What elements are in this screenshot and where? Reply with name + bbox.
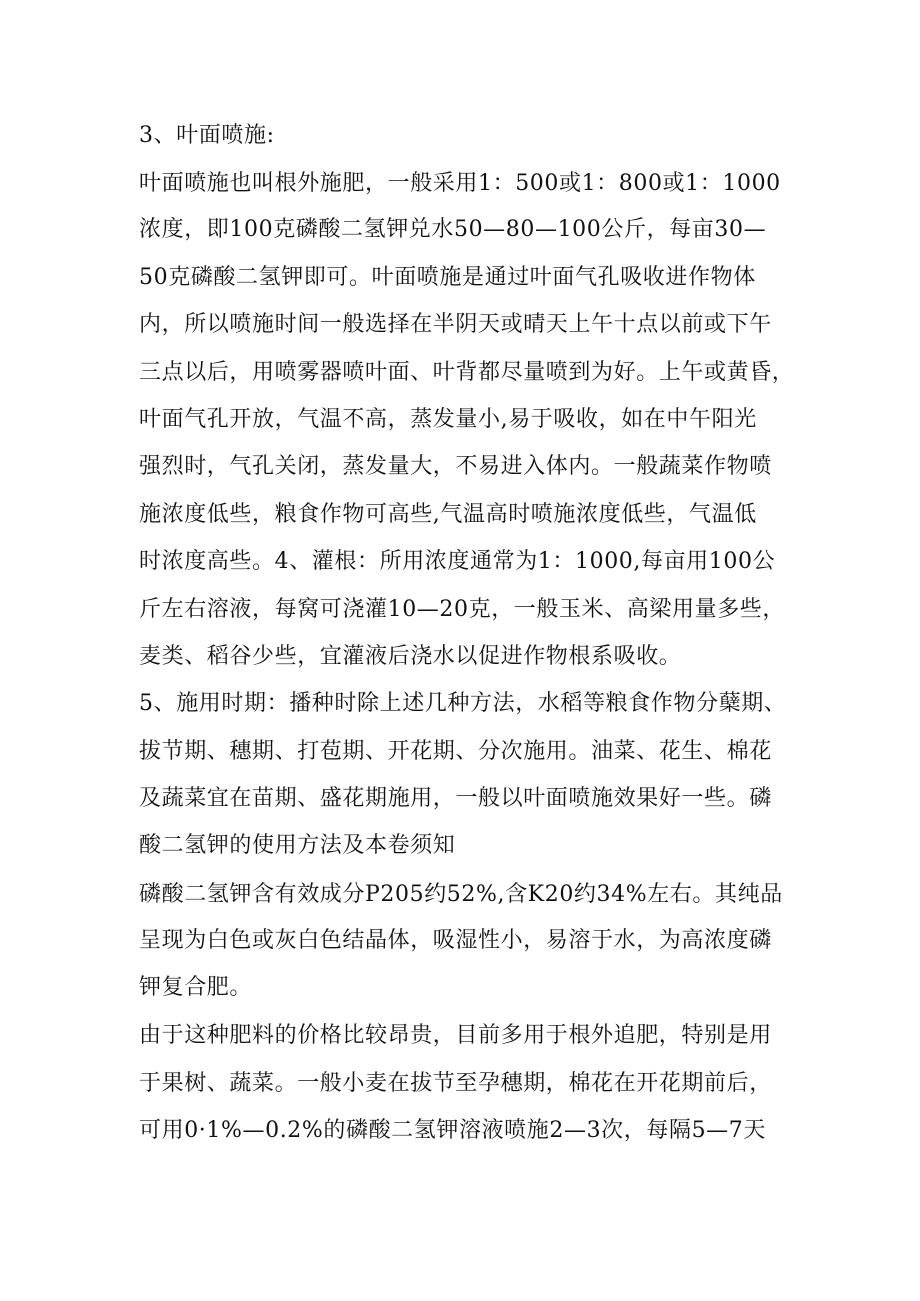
text-line: 拔节期、穗期、打苞期、开花期、分次施用。油菜、花生、棉花	[139, 739, 772, 764]
text-line: 三点以后，用喷雾器喷叶面、叶背都尽量喷到为好。上午或黄昏，	[139, 360, 795, 385]
text-line: 酸二氢钾的使用方法及本卷须知	[139, 833, 456, 858]
text-line: 可用0·1%—0.2%的磷酸二氢钾溶液喷施2—3次，每隔5—7天	[139, 1118, 766, 1143]
text-line: 50克磷酸二氢钾即可。叶面喷施是通过叶面气孔吸收进作物体	[139, 265, 756, 290]
text-line: 于果树、蔬菜。一般小麦在拔节至孕穗期，棉花在开花期前后，	[139, 1071, 772, 1096]
text-line: 强烈时，气孔关闭，蒸发量大，不易进入体内。一般蔬菜作物喷	[139, 454, 772, 479]
text-line: 斤左右溶液，每窝可浇灌10—20克，一般玉米、高梁用量多些，	[139, 597, 785, 622]
text-line: 浓度，即100克磷酸二氢钾兑水50—80—100公斤，每亩30—	[139, 217, 767, 242]
text-line: 麦类、稻谷少些，宜灌液后浇水以促进作物根系吸收。	[139, 644, 682, 669]
text-line: 磷酸二氢钾含有效成分P205约52%,含K20约34%左右。其纯品	[139, 882, 783, 907]
text-line: 叶面气孔开放，气温不高，蒸发量小,易于吸收，如在中午阳光	[139, 407, 757, 432]
text-line: 呈现为白色或灰白色结晶体，吸湿性小，易溶于水，为高浓度磷	[139, 928, 772, 953]
text-line: 及蔬菜宜在苗期、盛花期施用，一般以叶面喷施效果好一些。磷	[139, 786, 772, 811]
text-line: 时浓度高些。4、灌根：所用浓度通常为1：1000,每亩用100公	[139, 549, 776, 574]
text-line: 内，所以喷施时间一般选择在半阴天或晴天上午十点以前或下午	[139, 312, 772, 337]
text-line: 叶面喷施也叫根外施肥，一般采用1：500或1：800或1：1000	[139, 171, 781, 196]
text-line: 施浓度低些，粮食作物可高些,气温高时喷施浓度低些，气温低	[139, 502, 757, 527]
text-line: 钾复合肥。	[139, 975, 253, 1000]
text-line: 3、叶面喷施:	[139, 123, 275, 148]
text-line: 由于这种肥料的价格比较昂贵，目前多用于根外追肥，特别是用	[139, 1023, 772, 1048]
text-line: 5、施用时期：播种时除上述几种方法，水稻等粮食作物分蘖期、	[139, 691, 787, 716]
